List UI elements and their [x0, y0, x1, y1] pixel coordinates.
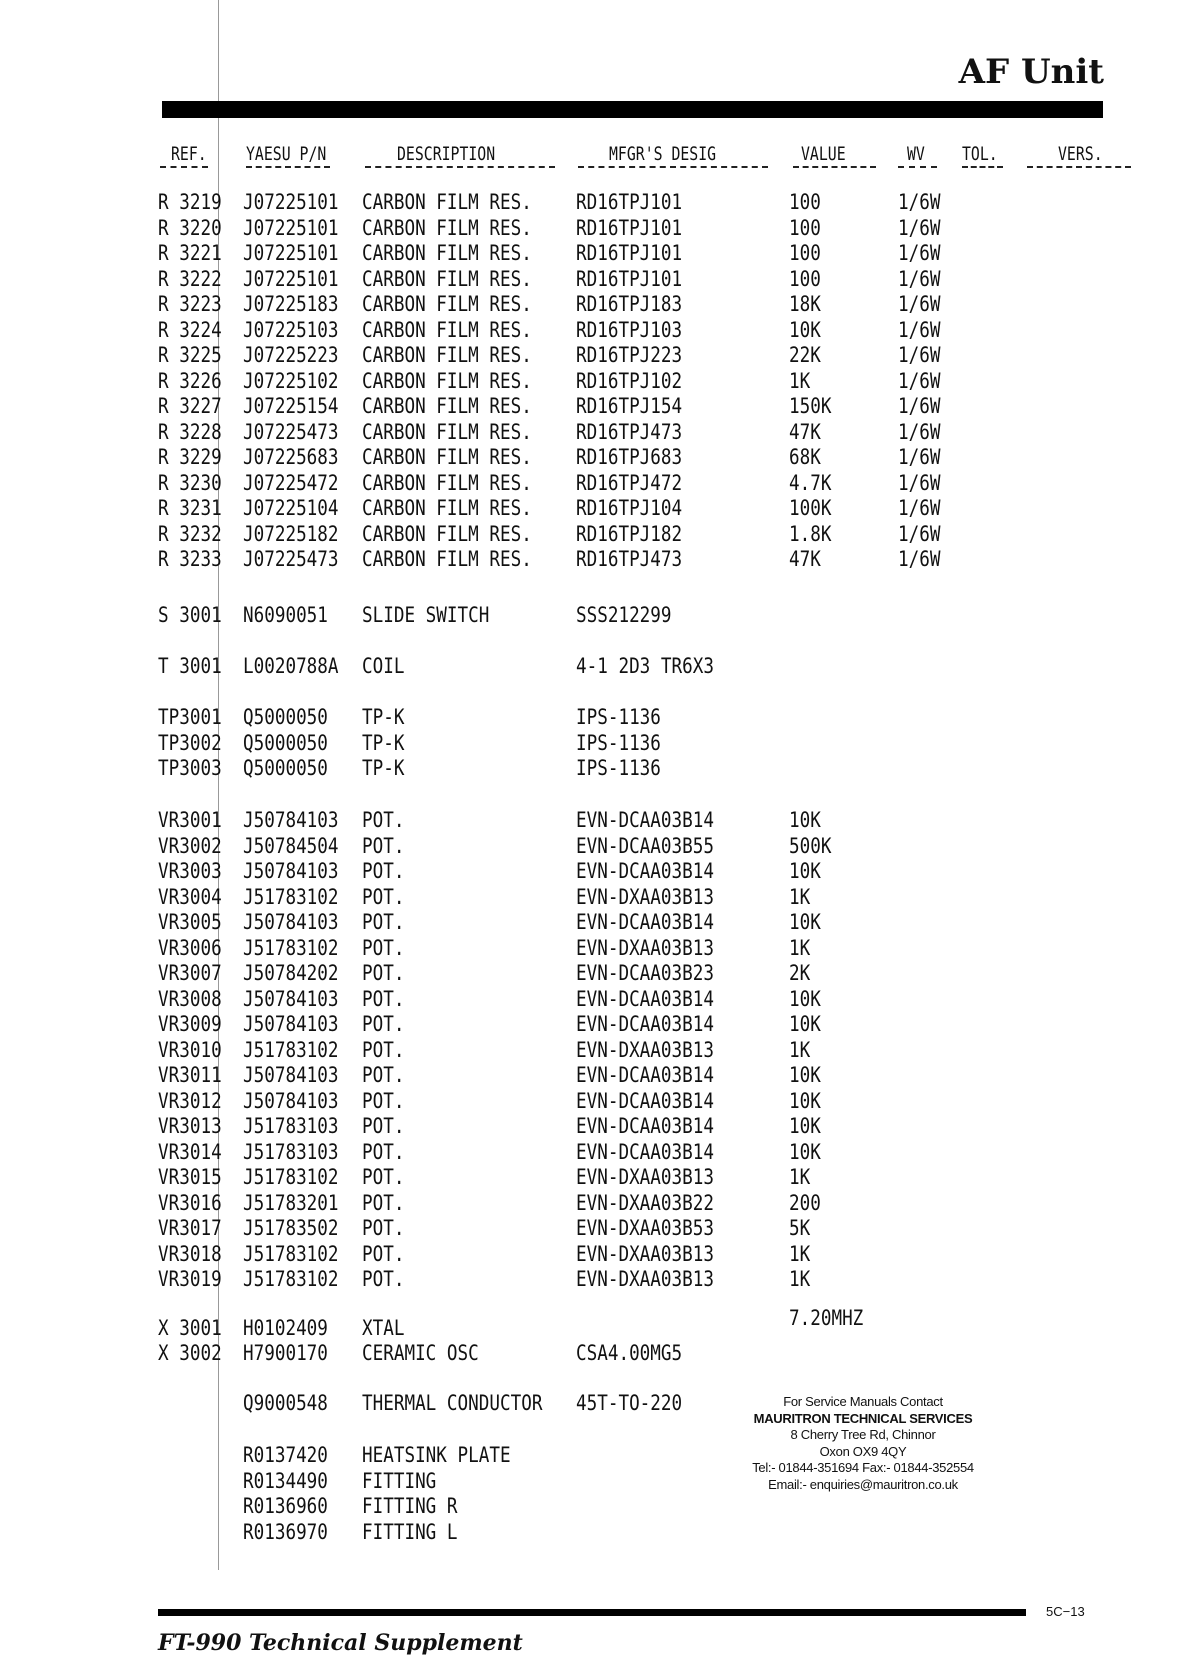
- row-ref: VR3008: [158, 986, 222, 1012]
- row-part-number: J50784103: [243, 859, 339, 884]
- row-description: FITTING L: [362, 1519, 458, 1545]
- table-row: [0, 834, 1190, 859]
- column-header-part-number: YAESU P/N: [246, 143, 327, 165]
- row-value: 150K: [789, 394, 832, 419]
- row-ref: VR3013: [158, 1114, 222, 1139]
- table-row: [0, 267, 1190, 292]
- row-description: CARBON FILM RES.: [362, 394, 532, 419]
- row-part-number: Q9000548: [243, 1391, 328, 1416]
- row-value: 5K: [789, 1216, 811, 1241]
- row-part-number: J51783102: [243, 1037, 339, 1063]
- row-description: TP-K: [362, 705, 405, 730]
- page-title: AF Unit: [958, 52, 1104, 92]
- row-description: POT.: [362, 1190, 405, 1216]
- row-value: 1K: [789, 1241, 811, 1267]
- row-description: XTAL: [362, 1316, 405, 1341]
- row-ref: R 3225: [158, 343, 222, 368]
- row-mfgr-desig: RD16TPJ102: [576, 368, 683, 394]
- row-value: 22K: [789, 343, 821, 368]
- table-row: [0, 1165, 1190, 1190]
- row-mfgr-desig: EVN-DCAA03B14: [576, 1063, 714, 1088]
- row-ref: R 3233: [158, 547, 222, 572]
- row-wv: 1/6W: [898, 521, 941, 547]
- table-row: [0, 343, 1190, 368]
- row-mfgr-desig: EVN-DXAA03B53: [576, 1216, 714, 1241]
- row-ref: R 3221: [158, 241, 222, 266]
- row-part-number: J07225223: [243, 343, 339, 368]
- table-row: [0, 654, 1190, 679]
- row-mfgr-desig: EVN-DXAA03B13: [576, 1037, 714, 1063]
- table-row: [0, 705, 1190, 730]
- row-value: 47K: [789, 547, 821, 572]
- row-part-number: L0020788A: [243, 654, 339, 679]
- row-part-number: R0136970: [243, 1519, 328, 1545]
- row-ref: VR3016: [158, 1190, 222, 1216]
- row-description: CARBON FILM RES.: [362, 292, 532, 317]
- row-mfgr-desig: RD16TPJ473: [576, 547, 683, 572]
- row-description: POT.: [362, 935, 405, 961]
- row-description: CARBON FILM RES.: [362, 521, 532, 547]
- table-row: [0, 241, 1190, 266]
- row-ref: VR3012: [158, 1088, 222, 1114]
- table-row: [0, 445, 1190, 470]
- row-mfgr-desig: RD16TPJ104: [576, 496, 683, 521]
- row-ref: R 3230: [158, 470, 222, 496]
- table-row: [0, 603, 1190, 628]
- row-part-number: J50784202: [243, 961, 339, 986]
- header-underline: [246, 166, 330, 168]
- table-row: [0, 1341, 1190, 1366]
- row-part-number: J07225101: [243, 266, 339, 292]
- row-value: 10K: [789, 317, 821, 343]
- row-value: 1K: [789, 884, 811, 910]
- row-description: POT.: [362, 1241, 405, 1267]
- footer-title: FT-990 Technical Supplement: [158, 1630, 523, 1656]
- row-description: CARBON FILM RES.: [362, 470, 532, 496]
- column-header-description: DESCRIPTION: [397, 143, 496, 165]
- row-part-number: J50784103: [243, 986, 339, 1012]
- row-description: CARBON FILM RES.: [362, 547, 532, 572]
- row-ref: VR3007: [158, 961, 222, 986]
- row-part-number: J51783103: [243, 1114, 339, 1139]
- row-description: POT.: [362, 884, 405, 910]
- row-description: TP-K: [362, 730, 405, 756]
- row-value: 10K: [789, 1139, 821, 1165]
- row-wv: 1/6W: [898, 215, 941, 241]
- table-row: [0, 936, 1190, 961]
- row-part-number: J07225472: [243, 470, 339, 496]
- row-value: 10K: [789, 1012, 821, 1037]
- row-description: POT.: [362, 1063, 405, 1088]
- row-mfgr-desig: RD16TPJ103: [576, 317, 683, 343]
- table-row: [0, 547, 1190, 572]
- row-wv: 1/6W: [898, 190, 941, 215]
- row-description: POT.: [362, 1216, 405, 1241]
- row-part-number: J07225101: [243, 241, 339, 266]
- header-underline: [160, 166, 208, 168]
- row-ref: VR3002: [158, 833, 222, 859]
- row-part-number: R0134490: [243, 1468, 328, 1494]
- row-description: THERMAL CONDUCTOR: [362, 1391, 543, 1416]
- row-value: 500K: [789, 833, 832, 859]
- notice-email: Email:- enquiries@mauritron.co.uk: [768, 1476, 958, 1492]
- row-value: 7.20MHZ: [789, 1306, 864, 1331]
- row-description: CARBON FILM RES.: [362, 317, 532, 343]
- row-mfgr-desig: RD16TPJ472: [576, 470, 683, 496]
- row-part-number: R0137420: [243, 1443, 328, 1468]
- row-mfgr-desig: EVN-DXAA03B13: [576, 1241, 714, 1267]
- row-part-number: J50784504: [243, 833, 339, 859]
- row-mfgr-desig: IPS-1136: [576, 756, 661, 781]
- row-mfgr-desig: EVN-DCAA03B23: [576, 961, 714, 986]
- row-ref: T 3001: [158, 654, 222, 679]
- row-wv: 1/6W: [898, 343, 941, 368]
- table-row: [0, 1242, 1190, 1267]
- row-wv: 1/6W: [898, 266, 941, 292]
- row-description: POT.: [362, 1088, 405, 1114]
- row-mfgr-desig: RD16TPJ683: [576, 445, 683, 470]
- row-mfgr-desig: EVN-DCAA03B14: [576, 910, 714, 935]
- row-mfgr-desig: EVN-DCAA03B14: [576, 808, 714, 833]
- row-description: TP-K: [362, 756, 405, 781]
- row-description: FITTING R: [362, 1494, 458, 1519]
- row-description: POT.: [362, 961, 405, 986]
- row-part-number: J51783201: [243, 1190, 339, 1216]
- notice-company: MAURITRON TECHNICAL SERVICES: [753, 1410, 973, 1426]
- row-ref: VR3011: [158, 1063, 222, 1088]
- row-ref: R 3224: [158, 317, 222, 343]
- row-ref: R 3219: [158, 190, 222, 215]
- row-description: POT.: [362, 910, 405, 935]
- row-value: 10K: [789, 1088, 821, 1114]
- row-part-number: J50784103: [243, 808, 339, 833]
- table-row: [0, 496, 1190, 521]
- row-description: FITTING: [362, 1468, 437, 1494]
- row-ref: R 3220: [158, 215, 222, 241]
- row-description: CARBON FILM RES.: [362, 190, 532, 215]
- notice-line: 8 Cherry Tree Rd, Chinnor: [790, 1427, 936, 1442]
- table-row: [0, 1391, 1190, 1416]
- table-row: [0, 318, 1190, 343]
- row-part-number: Q5000050: [243, 705, 328, 730]
- table-row: [0, 471, 1190, 496]
- row-mfgr-desig: EVN-DCAA03B55: [576, 833, 714, 859]
- row-ref: TP3003: [158, 756, 222, 781]
- table-row: [0, 961, 1190, 986]
- row-mfgr-desig: RD16TPJ223: [576, 343, 683, 368]
- row-part-number: J07225104: [243, 496, 339, 521]
- row-ref: R 3223: [158, 292, 222, 317]
- row-description: CARBON FILM RES.: [362, 445, 532, 470]
- row-value: 10K: [789, 1063, 821, 1088]
- row-part-number: J51783102: [243, 1267, 339, 1292]
- row-part-number: J51783102: [243, 884, 339, 910]
- row-description: POT.: [362, 1037, 405, 1063]
- row-ref: S 3001: [158, 603, 222, 628]
- row-description: POT.: [362, 808, 405, 833]
- table-row: [0, 756, 1190, 781]
- row-part-number: J07225101: [243, 190, 339, 215]
- row-value: 10K: [789, 986, 821, 1012]
- row-ref: R 3229: [158, 445, 222, 470]
- row-value: 68K: [789, 445, 821, 470]
- row-description: POT.: [362, 1012, 405, 1037]
- row-mfgr-desig: RD16TPJ473: [576, 419, 683, 445]
- row-ref: TP3001: [158, 705, 222, 730]
- table-row: [0, 1469, 1190, 1494]
- row-description: CERAMIC OSC: [362, 1341, 479, 1366]
- row-mfgr-desig: RD16TPJ101: [576, 215, 683, 241]
- table-row: [0, 987, 1190, 1012]
- row-ref: VR3009: [158, 1012, 222, 1037]
- row-ref: VR3001: [158, 808, 222, 833]
- table-row: [0, 1012, 1190, 1037]
- row-part-number: Q5000050: [243, 756, 328, 781]
- row-ref: R 3222: [158, 266, 222, 292]
- row-description: SLIDE SWITCH: [362, 603, 490, 628]
- row-description: CARBON FILM RES.: [362, 266, 532, 292]
- column-header-wv: WV: [907, 143, 925, 165]
- row-value: 100: [789, 266, 821, 292]
- row-part-number: N6090051: [243, 603, 328, 628]
- row-value: 47K: [789, 419, 821, 445]
- row-description: POT.: [362, 1267, 405, 1292]
- row-mfgr-desig: 4-1 2D3 TR6X3: [576, 654, 714, 679]
- row-part-number: H0102409: [243, 1316, 328, 1341]
- row-mfgr-desig: EVN-DCAA03B14: [576, 1139, 714, 1165]
- row-description: CARBON FILM RES.: [362, 215, 532, 241]
- row-ref: R 3226: [158, 368, 222, 394]
- row-value: 100K: [789, 496, 832, 521]
- header-underline: [898, 166, 937, 168]
- row-part-number: J07225103: [243, 317, 339, 343]
- table-row: [0, 1494, 1190, 1519]
- notice-line: For Service Manuals Contact: [783, 1394, 943, 1409]
- table-row: [0, 1306, 1190, 1341]
- table-row: [0, 1520, 1190, 1545]
- table-row: [0, 1267, 1190, 1292]
- row-wv: 1/6W: [898, 419, 941, 445]
- row-value: 1K: [789, 1267, 811, 1292]
- table-row: [0, 1063, 1190, 1088]
- row-description: POT.: [362, 833, 405, 859]
- row-value: 10K: [789, 1114, 821, 1139]
- row-part-number: J51783102: [243, 1241, 339, 1267]
- row-part-number: J07225154: [243, 394, 339, 419]
- column-header-vers: VERS.: [1058, 143, 1103, 165]
- row-description: POT.: [362, 1165, 405, 1190]
- row-description: POT.: [362, 859, 405, 884]
- row-mfgr-desig: EVN-DXAA03B22: [576, 1190, 714, 1216]
- row-ref: VR3005: [158, 910, 222, 935]
- row-mfgr-desig: IPS-1136: [576, 705, 661, 730]
- row-mfgr-desig: 45T-TO-220: [576, 1391, 683, 1416]
- row-part-number: J50784103: [243, 1088, 339, 1114]
- row-ref: R 3228: [158, 419, 222, 445]
- row-value: 10K: [789, 859, 821, 884]
- row-description: CARBON FILM RES.: [362, 419, 532, 445]
- row-ref: X 3001: [158, 1316, 222, 1341]
- row-part-number: J51783102: [243, 1165, 339, 1190]
- header-underline: [578, 166, 768, 168]
- row-mfgr-desig: EVN-DXAA03B13: [576, 1267, 714, 1292]
- row-part-number: J07225473: [243, 547, 339, 572]
- table-row: [0, 859, 1190, 884]
- row-mfgr-desig: EVN-DCAA03B14: [576, 859, 714, 884]
- service-notice: [728, 1394, 998, 1493]
- row-part-number: J50784103: [243, 1012, 339, 1037]
- row-mfgr-desig: EVN-DCAA03B14: [576, 1114, 714, 1139]
- row-wv: 1/6W: [898, 241, 941, 266]
- row-ref: VR3017: [158, 1216, 222, 1241]
- table-row: [0, 808, 1190, 833]
- header-underline: [962, 166, 1003, 168]
- header-underline: [1027, 166, 1131, 168]
- row-description: CARBON FILM RES.: [362, 368, 532, 394]
- header-rule: [162, 101, 1103, 118]
- row-mfgr-desig: RD16TPJ154: [576, 394, 683, 419]
- row-wv: 1/6W: [898, 470, 941, 496]
- row-value: 4.7K: [789, 470, 832, 496]
- column-header-mfgr-desig: MFGR'S DESIG: [609, 143, 717, 165]
- row-value: 2K: [789, 961, 811, 986]
- row-value: 1K: [789, 935, 811, 961]
- row-ref: VR3015: [158, 1165, 222, 1190]
- table-row: [0, 522, 1190, 547]
- row-value: 1.8K: [789, 521, 832, 547]
- row-part-number: R0136960: [243, 1494, 328, 1519]
- notice-line: Oxon OX9 4QY: [819, 1443, 907, 1459]
- row-wv: 1/6W: [898, 445, 941, 470]
- row-ref: VR3010: [158, 1037, 222, 1063]
- row-description: CARBON FILM RES.: [362, 496, 532, 521]
- row-part-number: J50784103: [243, 910, 339, 935]
- row-part-number: J51783103: [243, 1139, 339, 1165]
- row-part-number: J07225101: [243, 215, 339, 241]
- table-row: [0, 190, 1190, 215]
- table-row: [0, 394, 1190, 419]
- table-row: [0, 1038, 1190, 1063]
- row-mfgr-desig: CSA4.00MG5: [576, 1341, 683, 1366]
- row-mfgr-desig: SSS212299: [576, 603, 672, 628]
- row-description: CARBON FILM RES.: [362, 343, 532, 368]
- row-mfgr-desig: EVN-DCAA03B14: [576, 986, 714, 1012]
- row-ref: VR3004: [158, 884, 222, 910]
- row-value: 100: [789, 190, 821, 215]
- row-mfgr-desig: EVN-DXAA03B13: [576, 884, 714, 910]
- row-part-number: J07225102: [243, 368, 339, 394]
- row-ref: VR3006: [158, 935, 222, 961]
- row-part-number: Q5000050: [243, 730, 328, 756]
- row-part-number: J50784103: [243, 1063, 339, 1088]
- row-mfgr-desig: EVN-DCAA03B14: [576, 1088, 714, 1114]
- row-value: 100: [789, 241, 821, 266]
- table-row: [0, 292, 1190, 317]
- table-row: [0, 1140, 1190, 1165]
- row-description: POT.: [362, 986, 405, 1012]
- row-wv: 1/6W: [898, 394, 941, 419]
- header-underline: [365, 166, 555, 168]
- table-row: [0, 731, 1190, 756]
- row-part-number: H7900170: [243, 1341, 328, 1366]
- row-ref: VR3003: [158, 859, 222, 884]
- row-ref: R 3227: [158, 394, 222, 419]
- row-value: 100: [789, 215, 821, 241]
- row-ref: R 3232: [158, 521, 222, 547]
- table-row: [0, 1089, 1190, 1114]
- row-ref: R 3231: [158, 496, 222, 521]
- footer-rule: [158, 1609, 1026, 1616]
- row-mfgr-desig: RD16TPJ182: [576, 521, 683, 547]
- row-value: 10K: [789, 910, 821, 935]
- row-value: 1K: [789, 1165, 811, 1190]
- row-description: POT.: [362, 1139, 405, 1165]
- row-mfgr-desig: RD16TPJ101: [576, 266, 683, 292]
- row-value: 1K: [789, 368, 811, 394]
- row-wv: 1/6W: [898, 292, 941, 317]
- table-row: [0, 885, 1190, 910]
- row-value: 10K: [789, 808, 821, 833]
- column-header-tol: TOL.: [962, 143, 998, 165]
- row-part-number: J07225473: [243, 419, 339, 445]
- row-description: POT.: [362, 1114, 405, 1139]
- row-wv: 1/6W: [898, 496, 941, 521]
- row-ref: VR3018: [158, 1241, 222, 1267]
- notice-phone: Tel:- 01844-351694 Fax:- 01844-352554: [752, 1460, 974, 1475]
- row-mfgr-desig: RD16TPJ101: [576, 190, 683, 215]
- row-part-number: J07225183: [243, 292, 339, 317]
- row-mfgr-desig: EVN-DXAA03B13: [576, 1165, 714, 1190]
- row-mfgr-desig: RD16TPJ183: [576, 292, 683, 317]
- row-mfgr-desig: EVN-DXAA03B13: [576, 935, 714, 961]
- page-number: 5C−13: [1046, 1604, 1085, 1619]
- row-wv: 1/6W: [898, 368, 941, 394]
- row-part-number: J07225683: [243, 445, 339, 470]
- column-header-value: VALUE: [801, 143, 846, 165]
- row-description: HEATSINK PLATE: [362, 1443, 511, 1468]
- table-row: [0, 420, 1190, 445]
- row-wv: 1/6W: [898, 547, 941, 572]
- table-row: [0, 1216, 1190, 1241]
- row-ref: VR3014: [158, 1139, 222, 1165]
- row-wv: 1/6W: [898, 317, 941, 343]
- table-row: [0, 1114, 1190, 1139]
- row-ref: VR3019: [158, 1267, 222, 1292]
- row-mfgr-desig: EVN-DCAA03B14: [576, 1012, 714, 1037]
- row-description: CARBON FILM RES.: [362, 241, 532, 266]
- row-part-number: J07225182: [243, 521, 339, 547]
- row-part-number: J51783502: [243, 1216, 339, 1241]
- row-mfgr-desig: RD16TPJ101: [576, 241, 683, 266]
- table-row: [0, 216, 1190, 241]
- row-ref: TP3002: [158, 730, 222, 756]
- table-row: [0, 910, 1190, 935]
- row-ref: X 3002: [158, 1341, 222, 1366]
- row-description: COIL: [362, 654, 405, 679]
- table-row: [0, 1191, 1190, 1216]
- table-row: [0, 369, 1190, 394]
- row-value: 200: [789, 1190, 821, 1216]
- header-underline: [793, 166, 876, 168]
- row-value: 18K: [789, 292, 821, 317]
- column-header-ref: REF.: [171, 143, 207, 165]
- table-row: [0, 1443, 1190, 1468]
- row-value: 1K: [789, 1037, 811, 1063]
- row-part-number: J51783102: [243, 935, 339, 961]
- row-mfgr-desig: IPS-1136: [576, 730, 661, 756]
